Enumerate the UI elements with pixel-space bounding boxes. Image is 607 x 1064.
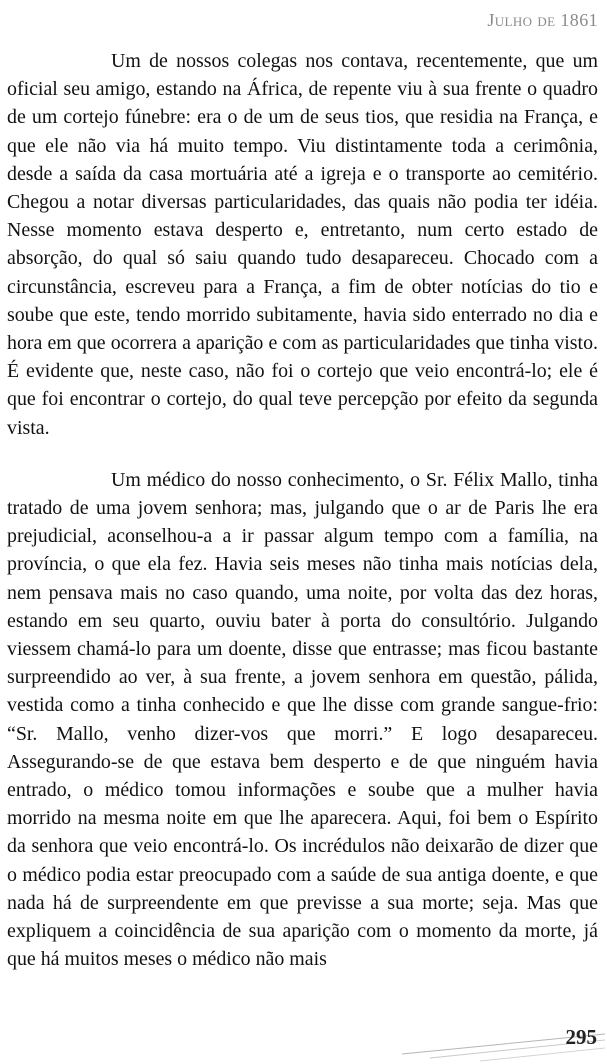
- running-header: Julho de 1861: [487, 10, 598, 30]
- page-number: 295: [565, 1025, 597, 1049]
- paragraph-doctor-mallo: Um médico do nosso conhecimento, o Sr. Félix Mallo, tinha tratado de uma jovem senhora; mas, julgando que o ar de Paris lhe era prejudicial, aconselhou-a a ir passar algum tempo com a família, na província, o que ela fez. Havia seis meses não tinha mais notícias dela, nem pensava mais no caso quando, uma noite, por volta das dez horas, estando em seu quarto, ouviu bater à porta do consultório. Julgando viessem chamá-lo para um doente, disse que entrasse; mas ficou bastante surpreendido ao ver, à sua frente, a jovem senhora em questão, pálida, vestida como a tinha conhecido e que lhe disse com grande sangue-frio: “Sr. Mallo, venho dizer-vos que morri.” E logo desapareceu. Assegurando-se de que estava bem desperto e de que ninguém havia entrado, o médico tomou informações e soube que a mulher havia morrido na mesma noite em que lhe aparecera. Aqui, foi bem o Espírito da senhora que veio encontrá-lo. Os incrédulos não deixarão de dizer que o médico podia estar preocupado com a saúde de sua antiga doente, e que nada há de surpreendente em que previsse a sua morte; seja. Mas que expliquem a coincidência de sua aparição com o momento da morte, já que há muitos meses o médico não mais: [7, 468, 598, 971]
- page-body: [7, 47, 598, 974]
- paragraph-funeral-vision: Um de nossos colegas nos contava, recentemente, que um oficial seu amigo, estando na África, de repente viu à sua frente o quadro de um cortejo fúnebre: era o de um de seus tios, que residia na França, e que ele não via há muito tempo. Viu distintamente toda a cerimônia, desde a saída da casa mortuária até a igreja e o transporte ao cemitério. Chegou a notar diversas particularidades, das quais não podia ter idéia. Nesse momento estava desperto e, entretanto, num certo estado de absorção, do qual só saiu quando tudo desapareceu. Chocado com a circunstância, escreveu para a França, a fim de obter notícias do tio e soube que este, tendo morrido subitamente, havia sido enterrado no dia e hora em que ocorrera a aparição e com as particularidades que tinha visto. É evidente que, neste caso, não foi o cortejo que veio encontrá-lo; ele é que foi encontrar o cortejo, do qual teve percepção por efeito da segunda vista.: [7, 50, 598, 439]
